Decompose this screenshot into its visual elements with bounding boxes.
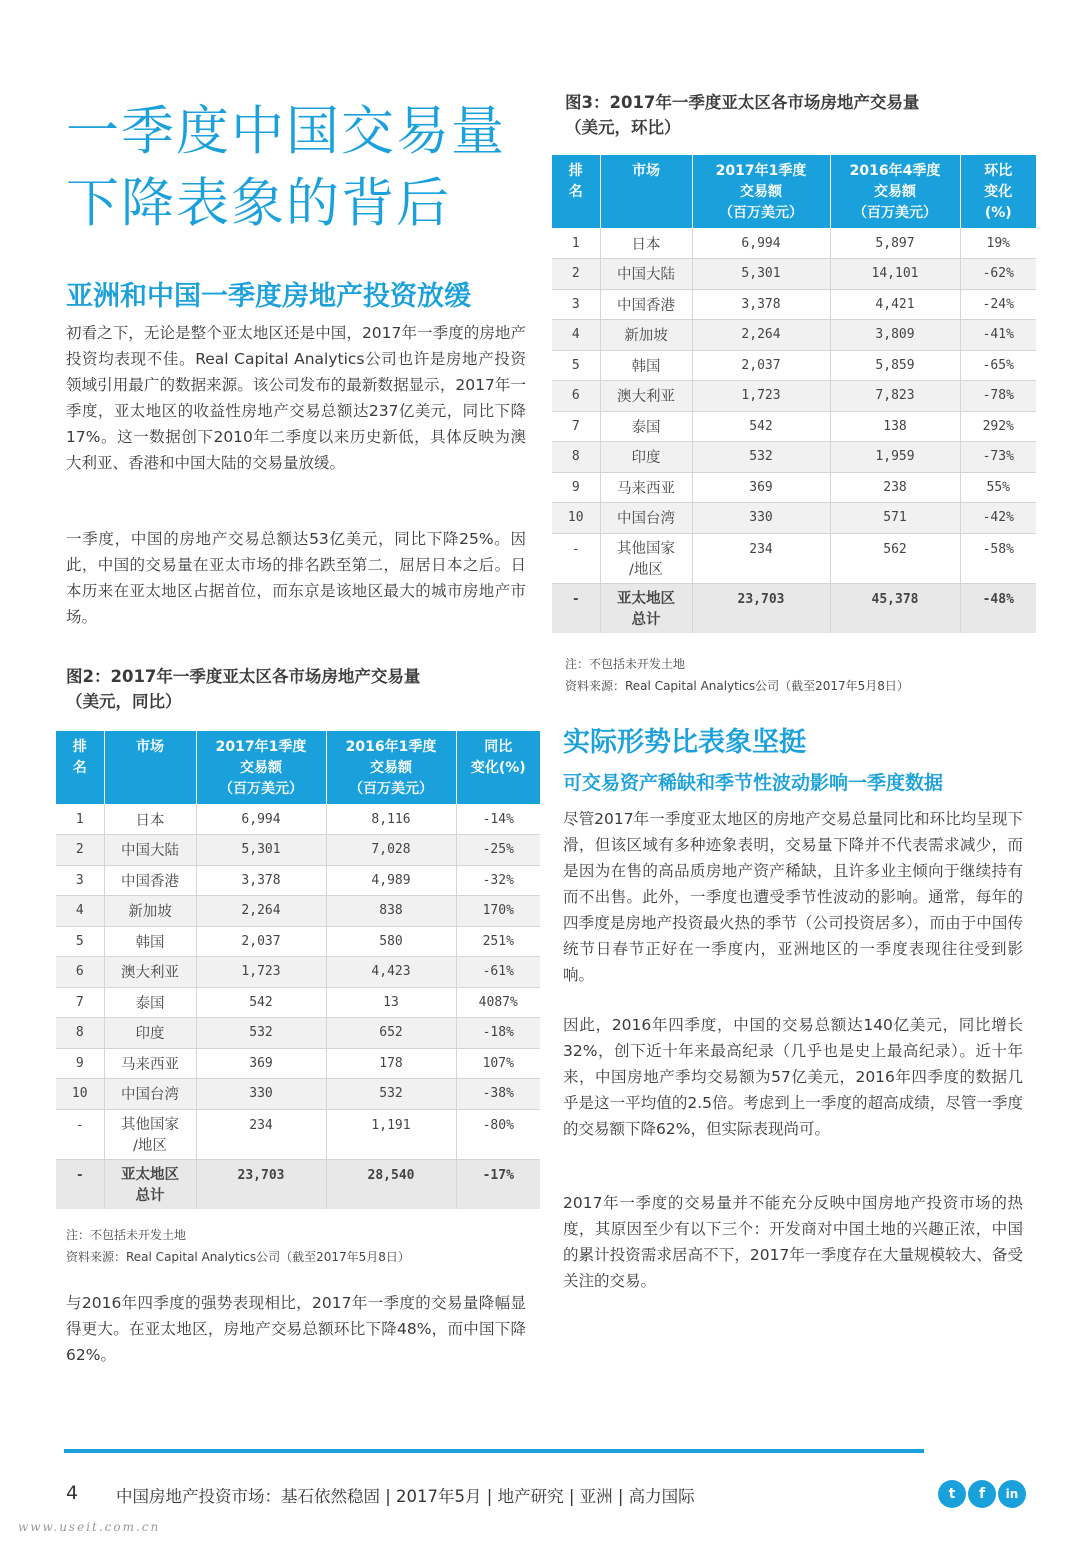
table-row: [552, 503, 1036, 534]
table-cell: 14,101: [830, 259, 960, 290]
footer-divider: [64, 1449, 924, 1453]
table-cell: -25%: [456, 835, 540, 866]
fig3-header-cell: 排 名: [552, 155, 600, 228]
table-cell: 7,028: [326, 835, 456, 866]
left-paragraph-1: 初看之下，无论是整个亚太地区还是中国，2017年一季度的房地产投资均表现不佳。Real Capital Analytics公司也许是房地产投资领域引用最广的数据来源。该公司发布的最新数据显示，2017年一季度，亚太地区的收益性房地产交易总额达237亿美元，同比下降17%。这一数据创下2010年二季度以来历史新低，具体反映为澳大利亚、香港和中国大陆的交易量放缓。: [66, 324, 526, 472]
table-cell: -32%: [456, 865, 540, 896]
table-cell: 19%: [960, 228, 1036, 259]
table-row: [56, 926, 540, 957]
figure3-title: [565, 90, 919, 140]
table-cell: 580: [326, 926, 456, 957]
table-cell: 8: [56, 1018, 104, 1049]
table-cell: 234: [196, 1109, 326, 1159]
table-cell: 5,859: [830, 350, 960, 381]
table-cell: 5: [552, 350, 600, 381]
table-cell: 178: [326, 1048, 456, 1079]
watermark: www.useit.com.cn: [18, 1520, 161, 1534]
table-cell: 9: [56, 1048, 104, 1079]
figure2-source: 资料来源：Real Capital Analytics公司（截至2017年5月8日）: [66, 1250, 410, 1264]
table-cell: -: [552, 533, 600, 583]
table-cell: 369: [196, 1048, 326, 1079]
table-cell: 澳大利亚: [104, 957, 196, 988]
table-cell: 日本: [600, 228, 692, 259]
table-cell: 印度: [600, 442, 692, 473]
figure3-note: 注：不包括未开发土地: [565, 657, 686, 671]
table-cell: 23,703: [692, 583, 830, 633]
table-cell: 6: [56, 957, 104, 988]
table-cell: 中国大陆: [104, 835, 196, 866]
table-cell: 7: [56, 987, 104, 1018]
figure2-title-line1: 图2：2017年一季度亚太区各市场房地产交易量: [66, 667, 421, 686]
table-cell: 6: [552, 381, 600, 412]
figure2-title: [66, 664, 420, 714]
table-cell: 330: [692, 503, 830, 534]
table-cell: 23,703: [196, 1159, 326, 1209]
table-cell: 亚太地区 总计: [104, 1159, 196, 1209]
table-cell: 1,723: [196, 957, 326, 988]
table-cell: 泰国: [104, 987, 196, 1018]
table-total-row: [552, 583, 1036, 633]
table-cell: 238: [830, 472, 960, 503]
table-cell: 234: [692, 533, 830, 583]
table-cell: 28,540: [326, 1159, 456, 1209]
table-cell: 6,994: [692, 228, 830, 259]
table-cell: -41%: [960, 320, 1036, 351]
footer-text: 中国房地产投资市场：基石依然稳固 | 2017年5月 | 地产研究 | 亚洲 | 高力国际: [116, 1487, 695, 1506]
table-cell: 6,994: [196, 804, 326, 835]
table-cell: 亚太地区 总计: [600, 583, 692, 633]
table-cell: 5,301: [692, 259, 830, 290]
left-section-title: 亚洲和中国一季度房地产投资放缓: [66, 281, 471, 312]
table-cell: 其他国家 /地区: [104, 1109, 196, 1159]
table-cell: 新加坡: [104, 896, 196, 927]
table-row: [552, 472, 1036, 503]
table-cell: 4087%: [456, 987, 540, 1018]
table-cell: -14%: [456, 804, 540, 835]
table-cell: 532: [196, 1018, 326, 1049]
table-cell: 1: [56, 804, 104, 835]
table-cell: 2,037: [692, 350, 830, 381]
table-row: [552, 228, 1036, 259]
table-cell: -24%: [960, 289, 1036, 320]
table-row: [552, 381, 1036, 412]
table-cell: 4: [552, 320, 600, 351]
table-cell: 3,378: [196, 865, 326, 896]
left-paragraph-2: 一季度，中国的房地产交易总额达53亿美元，同比下降25%。因此，中国的交易量在亚太市场的排名跌至第二，屈居日本之后。日本历来在亚太地区占据首位，而东京是该地区最大的城市房地产市场。: [66, 530, 526, 626]
table-cell: 5,301: [196, 835, 326, 866]
table-cell: 562: [830, 533, 960, 583]
table-cell: 251%: [456, 926, 540, 957]
table-cell: 4,421: [830, 289, 960, 320]
table-cell: 1,723: [692, 381, 830, 412]
table-cell: -17%: [456, 1159, 540, 1209]
table-row: [56, 957, 540, 988]
table-cell: 1,959: [830, 442, 960, 473]
page-number: 4: [66, 1482, 79, 1504]
figure2-title-line2: （美元，同比）: [66, 692, 182, 711]
table-row: [552, 320, 1036, 351]
table-cell: 印度: [104, 1018, 196, 1049]
table-cell: 5,897: [830, 228, 960, 259]
table-cell: 542: [692, 411, 830, 442]
table-row: [56, 1109, 540, 1159]
table-cell: 2,264: [692, 320, 830, 351]
table-cell: 138: [830, 411, 960, 442]
table-cell: 8: [552, 442, 600, 473]
fig2-header-cell: 市场: [104, 731, 196, 804]
table-cell: 4,989: [326, 865, 456, 896]
table-cell: -48%: [960, 583, 1036, 633]
table-cell: 马来西亚: [600, 472, 692, 503]
table-cell: 3,809: [830, 320, 960, 351]
table-cell: 532: [692, 442, 830, 473]
fig3-header-cell: 环比 变化 (%): [960, 155, 1036, 228]
table-cell: 292%: [960, 411, 1036, 442]
figure2-note: 注：不包括未开发土地: [66, 1228, 187, 1242]
table-cell: -18%: [456, 1018, 540, 1049]
figure3-header-row: [552, 155, 1036, 228]
table-row: [56, 896, 540, 927]
right-paragraph-3: 2017年一季度的交易量并不能充分反映中国房地产投资市场的热度，其原因至少有以下三个：开发商对中国土地的兴趣正浓，中国的累计投资需求居高不下，2017年一季度存在大量规模较大、备受关注的交易。: [563, 1194, 1023, 1290]
right-sub-title: 可交易资产稀缺和季节性波动影响一季度数据: [563, 772, 944, 794]
table-cell: 新加坡: [600, 320, 692, 351]
table-cell: 571: [830, 503, 960, 534]
table-cell: 日本: [104, 804, 196, 835]
right-paragraph-2: 因此，2016年四季度，中国的交易总额达140亿美元，同比增长32%，创下近十年来最高纪录（几乎也是史上最高纪录）。近十年来，中国房地产季均交易额为57亿美元，2016年四季度的数据几乎是这一平均值的2.5倍。考虑到上一季度的超高成绩，尽管一季度的交易额下降62%，但实际表现尚可。: [563, 1016, 1023, 1138]
table-cell: 7: [552, 411, 600, 442]
right-paragraph-1: 尽管2017年一季度亚太地区的房地产交易总量同比和环比均呈现下滑，但该区域有多种迹象表明，交易量下降并不代表需求减少，而是因为在售的高品质房地产资产稀缺，且许多业主倾向于继续持有而不出售。此外，一季度也遭受季节性波动的影响。通常，每年的四季度是房地产投资最火热的季节（公司投资居多），而由于中国传统节日春节正好在一季度内，亚洲地区的一季度表现往往受到影响。: [563, 810, 1023, 984]
figure3-source: 资料来源：Real Capital Analytics公司（截至2017年5月8日）: [565, 679, 909, 693]
facebook-icon[interactable]: f: [968, 1480, 996, 1508]
table-total-row: [56, 1159, 540, 1209]
table-cell: -65%: [960, 350, 1036, 381]
table-cell: 1: [552, 228, 600, 259]
table-cell: -73%: [960, 442, 1036, 473]
table-cell: -61%: [456, 957, 540, 988]
table-cell: 542: [196, 987, 326, 1018]
table-row: [552, 259, 1036, 290]
table-cell: 马来西亚: [104, 1048, 196, 1079]
table-cell: 369: [692, 472, 830, 503]
twitter-icon[interactable]: t: [938, 1480, 966, 1508]
page-title-line2: 下降表象的背后: [66, 173, 451, 234]
figure2-header-row: [56, 731, 540, 804]
table-cell: -80%: [456, 1109, 540, 1159]
page-title: [66, 96, 546, 240]
fig3-header-cell: 2017年1季度 交易额 （百万美元）: [692, 155, 830, 228]
table-cell: 2,264: [196, 896, 326, 927]
table-cell: 8,116: [326, 804, 456, 835]
table-row: [56, 835, 540, 866]
fig3-header-cell: 市场: [600, 155, 692, 228]
table-cell: -38%: [456, 1079, 540, 1110]
table-cell: 3: [56, 865, 104, 896]
table-cell: 中国台湾: [104, 1079, 196, 1110]
table-cell: 7,823: [830, 381, 960, 412]
table-cell: 4,423: [326, 957, 456, 988]
table-cell: 澳大利亚: [600, 381, 692, 412]
table-row: [56, 865, 540, 896]
table-row: [552, 411, 1036, 442]
table-row: [552, 350, 1036, 381]
table-cell: 55%: [960, 472, 1036, 503]
table-cell: -58%: [960, 533, 1036, 583]
table-cell: 4: [56, 896, 104, 927]
table-cell: 9: [552, 472, 600, 503]
table-cell: -78%: [960, 381, 1036, 412]
table-cell: 107%: [456, 1048, 540, 1079]
table-cell: -42%: [960, 503, 1036, 534]
table-cell: 3: [552, 289, 600, 320]
table-row: [552, 533, 1036, 583]
fig2-header-cell: 排 名: [56, 731, 104, 804]
table-cell: 838: [326, 896, 456, 927]
table-cell: 532: [326, 1079, 456, 1110]
table-cell: 170%: [456, 896, 540, 927]
table-cell: 5: [56, 926, 104, 957]
table-cell: 中国台湾: [600, 503, 692, 534]
figure3-title-line1: 图3：2017年一季度亚太区各市场房地产交易量: [565, 93, 920, 112]
figure3-title-line2: （美元，环比）: [565, 118, 681, 137]
table-cell: 10: [552, 503, 600, 534]
table-cell: -: [552, 583, 600, 633]
table-cell: 330: [196, 1079, 326, 1110]
figure3-table: [552, 155, 1036, 633]
table-row: [552, 289, 1036, 320]
fig2-header-cell: 同比 变化(%): [456, 731, 540, 804]
table-cell: 2: [56, 835, 104, 866]
table-cell: 韩国: [600, 350, 692, 381]
figure2-table: [56, 731, 540, 1209]
table-cell: -: [56, 1159, 104, 1209]
table-row: [56, 1018, 540, 1049]
table-row: [56, 804, 540, 835]
table-cell: 泰国: [600, 411, 692, 442]
fig2-header-cell: 2017年1季度 交易额 （百万美元）: [196, 731, 326, 804]
left-paragraph-3: 与2016年四季度的强势表现相比，2017年一季度的交易量降幅显得更大。在亚太地区，房地产交易总额环比下降48%，而中国下降62%。: [66, 1294, 526, 1364]
table-cell: -: [56, 1109, 104, 1159]
fig3-header-cell: 2016年4季度 交易额 （百万美元）: [830, 155, 960, 228]
table-cell: 652: [326, 1018, 456, 1049]
table-cell: 中国香港: [600, 289, 692, 320]
table-row: [56, 1079, 540, 1110]
table-cell: 3,378: [692, 289, 830, 320]
table-cell: 其他国家 /地区: [600, 533, 692, 583]
table-cell: 1,191: [326, 1109, 456, 1159]
table-cell: 韩国: [104, 926, 196, 957]
fig2-header-cell: 2016年1季度 交易额 （百万美元）: [326, 731, 456, 804]
table-cell: 10: [56, 1079, 104, 1110]
table-cell: 中国香港: [104, 865, 196, 896]
table-cell: 中国大陆: [600, 259, 692, 290]
right-section-title: 实际形势比表象坚挺: [563, 727, 806, 758]
table-cell: 2: [552, 259, 600, 290]
table-row: [552, 442, 1036, 473]
table-cell: 45,378: [830, 583, 960, 633]
table-row: [56, 1048, 540, 1079]
table-cell: 2,037: [196, 926, 326, 957]
linkedin-icon[interactable]: in: [998, 1480, 1026, 1508]
table-cell: -62%: [960, 259, 1036, 290]
table-row: [56, 987, 540, 1018]
table-cell: 13: [326, 987, 456, 1018]
page-title-line1: 一季度中国交易量: [66, 101, 506, 162]
